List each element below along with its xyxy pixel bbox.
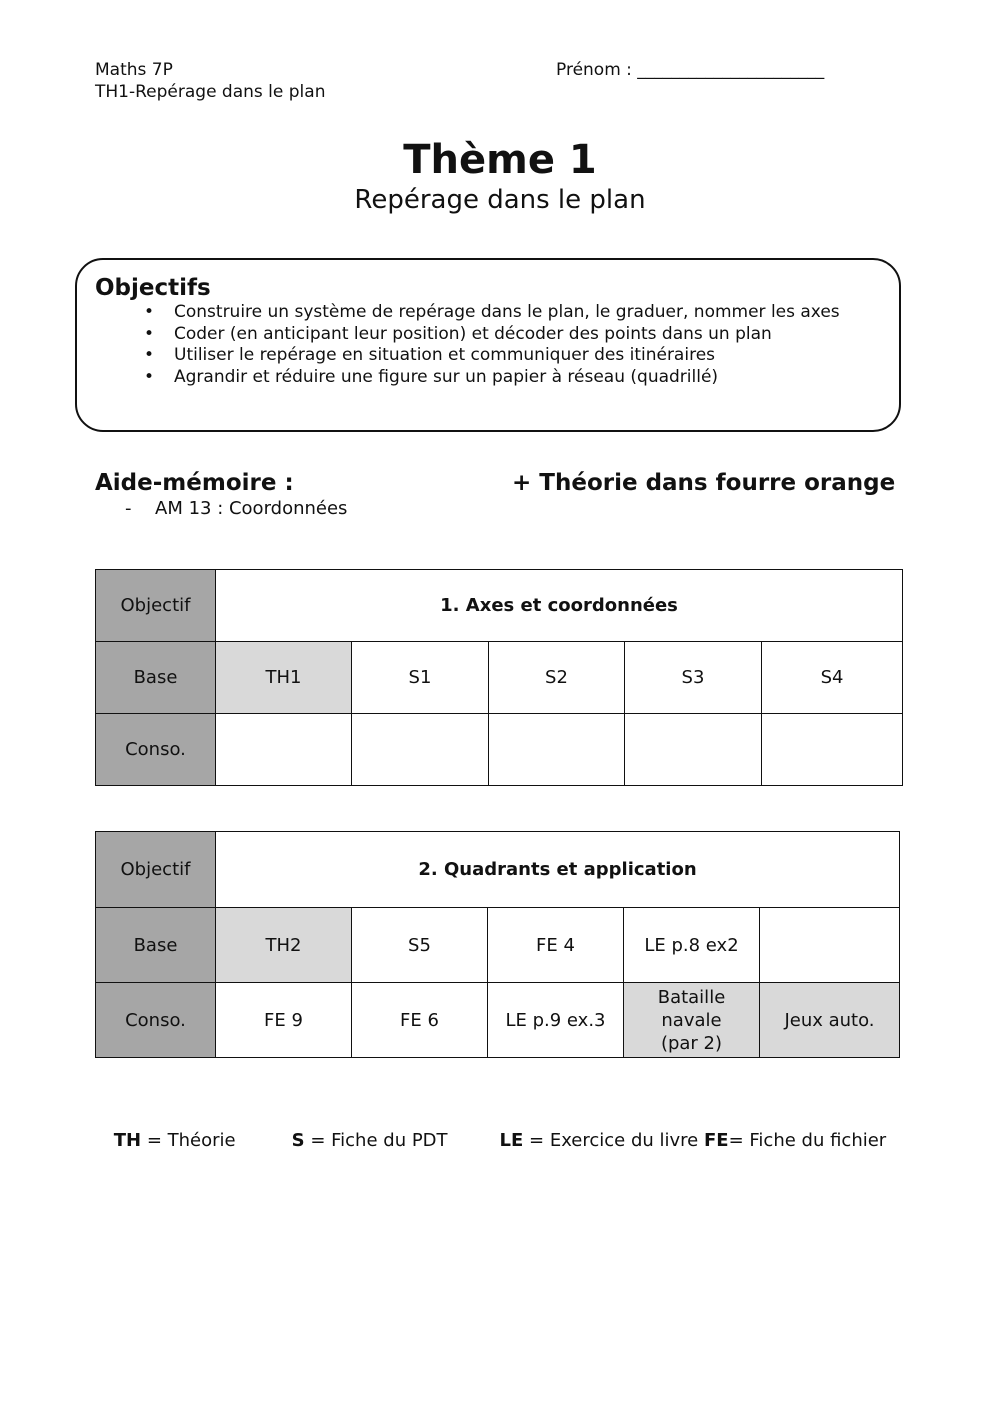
table-cell bbox=[489, 714, 625, 786]
objectives-heading: Objectifs bbox=[95, 275, 211, 301]
legend-key-s: S bbox=[291, 1130, 305, 1151]
objective-table-1 bbox=[95, 569, 903, 786]
objectives-list bbox=[144, 302, 840, 388]
objective-item: • Coder (en anticipant leur position) et décoder des points dans un plan bbox=[144, 324, 840, 346]
table-cell: Bataille navale (par 2) bbox=[624, 983, 760, 1058]
row-label-conso: Conso. bbox=[96, 983, 216, 1058]
aide-memoire-heading: Aide-mémoire : bbox=[95, 470, 294, 496]
row-label-objectif: Objectif bbox=[96, 832, 216, 908]
table-cell: TH1 bbox=[216, 642, 352, 714]
row-label-base: Base bbox=[96, 908, 216, 983]
subject-label: Maths 7P bbox=[95, 60, 173, 80]
row-label-conso: Conso. bbox=[96, 714, 216, 786]
legend-text-th: = Théorie bbox=[141, 1130, 236, 1151]
legend-text-s: = Fiche du PDT bbox=[304, 1130, 448, 1151]
table-cell bbox=[625, 714, 762, 786]
prenom-field[interactable]: Prénom : ______________________ bbox=[556, 60, 825, 80]
table-cell: S3 bbox=[625, 642, 762, 714]
row-label-base: Base bbox=[96, 642, 216, 714]
aide-memoire-item: AM 13 : Coordonnées bbox=[155, 498, 348, 519]
table-cell: FE 9 bbox=[216, 983, 352, 1058]
table-cell: LE p.9 ex.3 bbox=[488, 983, 624, 1058]
objective-item: • Agrandir et réduire une figure sur un papier à réseau (quadrillé) bbox=[144, 367, 840, 389]
row-label-objectif: Objectif bbox=[96, 570, 216, 642]
aide-memoire-dash: - bbox=[125, 498, 132, 519]
table-cell bbox=[352, 714, 489, 786]
table-cell: FE 4 bbox=[488, 908, 624, 983]
legend-key-le: LE bbox=[499, 1130, 524, 1151]
page-subtitle: Repérage dans le plan bbox=[354, 185, 646, 215]
table-cell bbox=[760, 908, 900, 983]
legend-text-fe: = Fiche du fichier bbox=[728, 1130, 887, 1151]
chapter-label: TH1-Repérage dans le plan bbox=[95, 82, 326, 102]
page-title: Thème 1 bbox=[403, 137, 597, 183]
legend-key-th: TH bbox=[113, 1130, 142, 1151]
table-cell bbox=[762, 714, 903, 786]
table-cell: S2 bbox=[489, 642, 625, 714]
table-cell: Jeux auto. bbox=[760, 983, 900, 1058]
table-cell: TH2 bbox=[216, 908, 352, 983]
legend-key-fe: FE bbox=[703, 1130, 729, 1151]
table-cell: S4 bbox=[762, 642, 903, 714]
table-cell: FE 6 bbox=[352, 983, 488, 1058]
theorie-note: + Théorie dans fourre orange bbox=[512, 470, 896, 496]
table-cell: S1 bbox=[352, 642, 489, 714]
objective-item: • Utiliser le repérage en situation et communiquer des itinéraires bbox=[144, 345, 840, 367]
table-cell: S5 bbox=[352, 908, 488, 983]
objective-title: 2. Quadrants et application bbox=[216, 832, 900, 908]
objective-title: 1. Axes et coordonnées bbox=[216, 570, 903, 642]
legend-text-le: = Exercice du livre bbox=[523, 1130, 704, 1151]
objective-item: • Construire un système de repérage dans le plan, le graduer, nommer les axes bbox=[144, 302, 840, 324]
table-cell bbox=[216, 714, 352, 786]
legend bbox=[95, 1129, 905, 1153]
table-cell: LE p.8 ex2 bbox=[624, 908, 760, 983]
objective-table-2 bbox=[95, 831, 900, 1058]
